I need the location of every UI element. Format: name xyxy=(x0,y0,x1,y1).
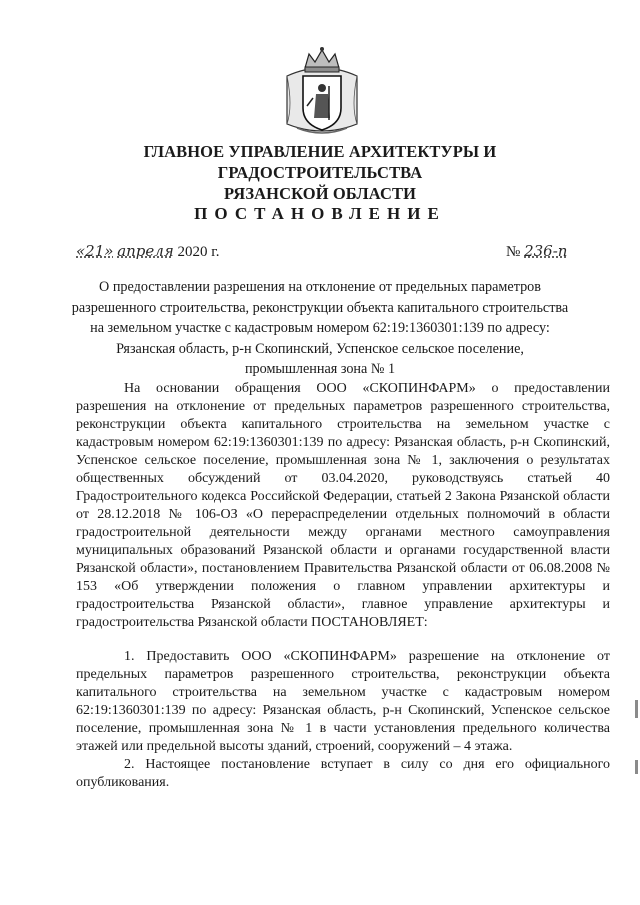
number-prefix: № xyxy=(506,244,521,260)
organization-name xyxy=(40,141,600,204)
body-paragraph-item-2: 2. Настоящее постановление вступает в силу со дня его официального опубликования. xyxy=(76,757,610,790)
subject-line: разрешенного строительства, реконструкции объекта капитального строительства xyxy=(71,299,569,316)
document-type-title: ПОСТАНОВЛЕНИЕ xyxy=(194,204,446,223)
subject-line: промышленная зона № 1 xyxy=(244,361,396,377)
subject-line: О предоставлении разрешения на отклонение от предельных параметров xyxy=(99,279,541,295)
body-paragraph-preamble: На основании обращения ООО «СКОПИНФАРМ» о предоставлении разрешения на отклонение от предельных параметров разрешенного строительства, реконструкции объекта капитального строительства на земельном участке с кадастровым номером 62:19:1360301:139 по адресу: Рязанская область, р-н Скопинский, Успенское сельское поселение, промышленная зона № 1, заключения о результатах общественных обсуждений от 03.04.2020, руководствуясь статьей 40 Градостроительного кодекса Российской Федерации, статьей 2 Закона Рязанской области от 28.12.2018 № 106-ОЗ «О перераспределении отдельных полномочий в области градостроительной деятельности между органами местного самоуправления муниципальных образований Рязанской области и органами государственной власти Рязанской области», постановлением Правительства Рязанской области от 06.08.2008 № 153 «Об утверждении положения о главном управлении архитектуры и градостроительства Рязанской области», главное управление архитектуры и градостроительства Рязанской области ПОСТАНОВЛЯЕТ: xyxy=(76,381,610,630)
scan-edge-mark xyxy=(635,760,638,774)
date-month: апреля xyxy=(117,242,174,260)
body-paragraph-item-1: 1. Предоставить ООО «СКОПИНФАРМ» разрешение на отклонение от предельных параметров разрешенного строительства, реконструкции объекта капитального строительства на земельном участке с кадастровым номером 62:19:1360301:139 по адресу: Рязанская область, р-н Скопинский, Успенское сельское поселение, промышленная зона № 1 в части установления предельного количества этажей или предельной высоты зданий, строений, сооружений – 4 этажа. xyxy=(76,649,610,754)
ryazan-coat-of-arms-icon xyxy=(283,46,361,140)
subject-line: Рязанская область, р-н Скопинский, Успенское сельское поселение, xyxy=(116,340,524,357)
org-name-line1: ГЛАВНОЕ УПРАВЛЕНИЕ АРХИТЕКТУРЫ И ГРАДОСТРОИТЕЛЬСТВА xyxy=(143,142,497,182)
date-year: 2020 г. xyxy=(177,244,220,260)
document-body xyxy=(76,380,610,792)
document-number xyxy=(506,242,567,261)
scan-edge-mark xyxy=(635,700,638,718)
subject-line: на земельном участке с кадастровым номером 62:19:1360301:139 по адресу: xyxy=(90,320,550,336)
number-value: 236-п xyxy=(524,242,568,260)
document-date xyxy=(76,242,220,261)
document-subject xyxy=(70,277,570,380)
date-day: «21» xyxy=(76,242,114,260)
org-name-line2: РЯЗАНСКОЙ ОБЛАСТИ xyxy=(223,184,417,203)
